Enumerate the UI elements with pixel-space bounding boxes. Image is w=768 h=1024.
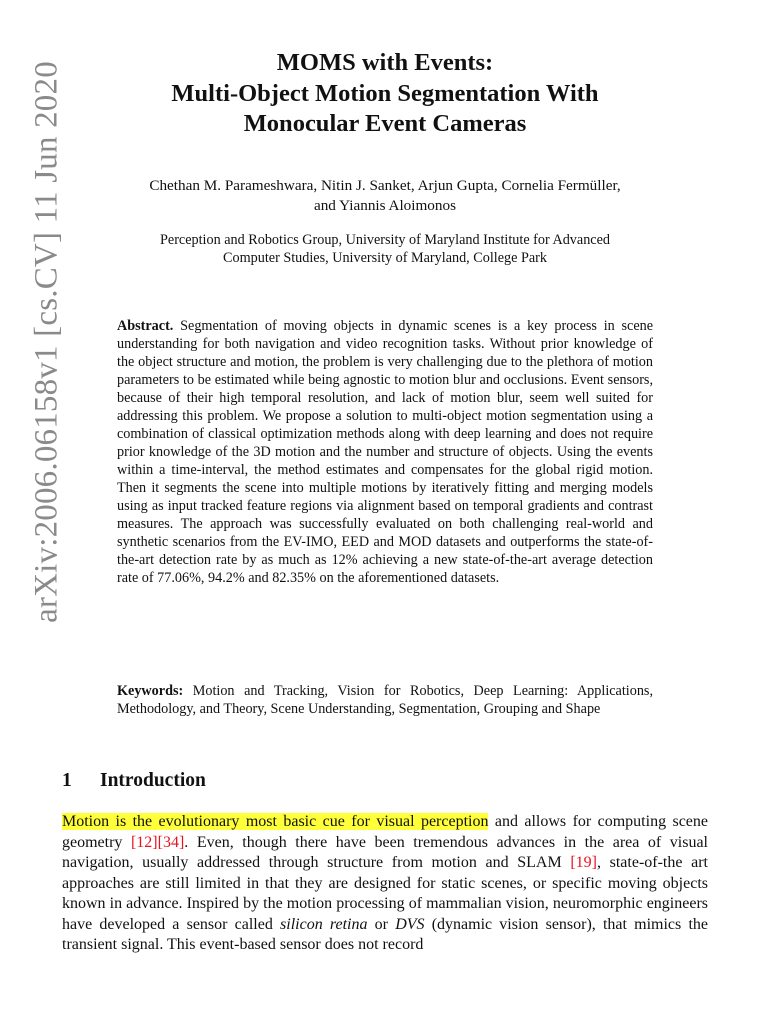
emphasis-term: silicon retina: [280, 915, 368, 933]
section-title: Introduction: [100, 770, 206, 791]
intro-text: and allows for computing scene geometry: [62, 813, 709, 851]
keywords-label: Keywords:: [117, 683, 184, 699]
paper-title: [60, 48, 710, 140]
author-line: and Yiannis Aloimonos: [313, 197, 457, 214]
affiliation-line: Computer Studies, University of Maryland, College Park: [223, 250, 547, 266]
affiliation-line: Perception and Robotics Group, University of Maryland Institute for Advanced: [160, 232, 610, 248]
section-number: 1: [62, 770, 72, 791]
intro-text: or: [367, 915, 396, 933]
keywords-text: Motion and Tracking, Vision for Robotics, Deep Learning: Applications, Methodology, and Theory, Scene Understanding, Segmentation, Grouping and Shape: [117, 683, 653, 717]
title-line: Multi-Object Motion Segmentation With: [171, 79, 599, 107]
section-heading: [62, 768, 206, 794]
highlighted-sentence: Motion is the evolutionary most basic cue for visual perception: [62, 813, 489, 830]
author-line: Chethan M. Parameshwara, Nitin J. Sanket, Arjun Gupta, Cornelia Fermüller,: [149, 177, 621, 194]
abstract-label: Abstract.: [117, 318, 174, 334]
title-line: MOMS with Events:: [276, 49, 494, 76]
abstract-block: [117, 317, 653, 587]
citation-link[interactable]: [12]: [130, 833, 158, 851]
intro-text: (dynamic vision sensor), that mimics the transient signal. This event-based sensor does not record: [62, 915, 708, 953]
emphasis-term: DVS: [395, 915, 425, 933]
author-list: [55, 176, 715, 216]
title-line: Monocular Event Cameras: [243, 110, 527, 137]
abstract-text: Segmentation of moving objects in dynamic scenes is a key process in scene understanding for both navigation and video recognition tasks. Without prior knowledge of the object structure and motion, the problem is very challenging due to the plethora of motion parameters to be estimated while being agnostic to motion blur and occlusions. Event sensors, because of their high temporal resolution, and lack of motion blur, seem well suited for addressing this problem. We propose a solution to multi-object motion segmentation using a combination of classical optimization methods along with deep learning and does not require prior knowledge of the 3D motion and the number and structure of objects. Using the events within a time-interval, the method estimates and compensates for the global rigid motion. Then it segments the scene into multiple motions by iteratively fitting and merging models using as input tracked feature regions via alignment based on temporal gradients and contrast measures. The approach was successfully evaluated on both challenging real-world and synthetic scenarios from the EV-IMO, EED and MOD datasets and outperforms the state-of-the-art detection rate by as much as 12% achieving a new state-of-the-art average detection rate of 77.06%, 94.2% and 82.35% on the aforementioned datasets.: [117, 318, 654, 586]
intro-text: , state-of-the art approaches are still limited in that they are designed for static scenes, or specific moving objects known in advance. Inspired by the motion processing of mammalian vision, neuromorphic engineers have developed a sensor called: [62, 854, 708, 933]
arxiv-margin-stamp: arXiv:2006.06158v1 [cs.CV] 11 Jun 2020: [28, 61, 65, 623]
intro-text: . Even, though there have been tremendous advances in the area of visual navigation, usually addressed through structure from motion and SLAM: [62, 833, 708, 871]
affiliation: [55, 231, 715, 267]
citation-link[interactable]: [19]: [570, 854, 597, 871]
intro-paragraph: [62, 812, 708, 956]
citation-link[interactable]: [34]: [157, 833, 185, 851]
keywords-block: [117, 682, 653, 718]
